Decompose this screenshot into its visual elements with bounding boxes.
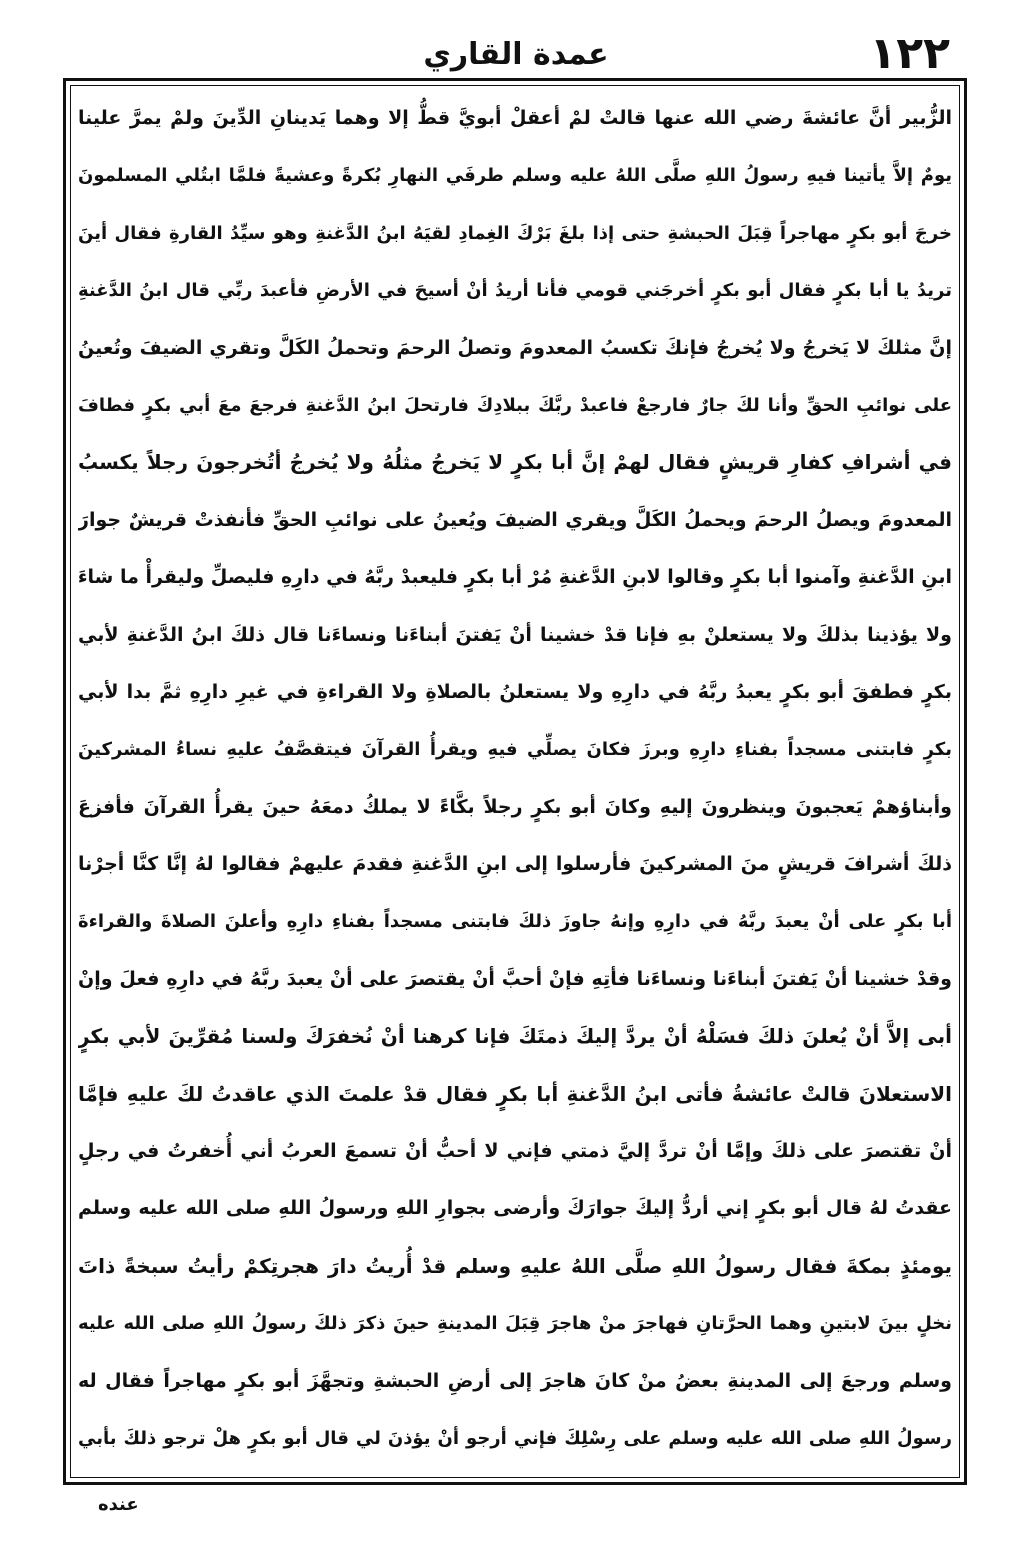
text-line: وسلم ورجعَ إلى المدينةِ بعضُ منْ كانَ هاجرَ إلى أرضِ الحبشةِ وتجهَّزَ أبو بكرٍ مهاجراً فقال له (78, 1369, 952, 1392)
text-line: يومئذٍ بمكةَ فقال رسولُ اللهِ صلَّى اللهُ عليهِ وسلم قدْ أُريتُ دارَ هجرتِكمْ رأيتُ سبخةً ذاتَ (78, 1253, 952, 1278)
text-line: نخلٍ بينَ لابتينِ وهما الحرَّتانِ فهاجرَ منْ هاجرَ قِبَلَ المدينةِ حينَ ذكرَ ذلكَ رسولُ اللهِ صلى الله عليه (78, 1313, 952, 1335)
text-line: أنْ تقتصرَ على ذلكَ وإمَّا أنْ تردَّ إليَّ ذمتي فإني لا أحبُّ أنْ تسمعَ العربُ أني أُخفرتُ في رجلٍ (78, 1140, 952, 1163)
text-line: ولا يؤذينا بذلكَ ولا يستعلنْ بهِ فإنا قدْ خشينا أنْ يَفتنَ أبناءَنا ونساءَنا قال ذلكَ ابنُ الدَّغنةِ لأبي (78, 623, 952, 646)
text-line: بكرٍ فابتنى مسجداً بفناءِ دارِهِ وبرزَ فكانَ يصلِّي فيهِ ويقرأُ القرآنَ فيتقصَّفُ عليهِ نساءُ المشركينَ (78, 739, 952, 761)
text-line: وأبناؤهمْ يَعجبونَ وينظرونَ إليهِ وكانَ أبو بكرٍ رجلاً بكَّاءً لا يملكُ دمعَهُ حينَ يقرأُ القرآنَ فأفزعَ (78, 795, 952, 818)
text-line: ذلكَ أشرافَ قريشٍ منَ المشركينَ فأرسلوا إلى ابنِ الدَّغنةِ فقدمَ عليهمْ فقالوا لهُ إنَّا كنَّا أجرْنا (78, 853, 952, 876)
text-line: ابنِ الدَّغنةِ وآمنوا أبا بكرٍ وقالوا لابنِ الدَّغنةِ مُرْ أبا بكرٍ فليعبدْ ربَّهُ في دارِهِ فليصلِّ وليقرأْ ما شاءَ (78, 566, 952, 589)
page-header (60, 28, 972, 79)
text-line: في أشرافِ كفارِ قريشٍ فقال لهمْ إنَّ أبا بكرٍ لا يَخرجُ مثلُهُ ولا يُخرجُ أتُخرجونَ رجلاً يكسبُ (78, 450, 952, 475)
catchword: عنده (98, 1494, 139, 1515)
text-line: على نوائبِ الحقِّ وأنا لكَ جارٌ فارجعْ فاعبدْ ربَّكَ ببلادِكَ فارتحلَ ابنُ الدَّغنةِ فرجعَ معَ أبي بكرٍ فطافَ (78, 394, 952, 416)
text-line: خرجَ أبو بكرٍ مهاجراً قِبَلَ الحبشةِ حتى إذا بلغَ بَرْكَ الغِمادِ لقيَهُ ابنُ الدَّغنةِ وهو سيِّدُ القارةِ فقال أينَ (78, 222, 952, 244)
page-number: ١٢٢ (869, 28, 950, 79)
text-line: يومٌ إلاَّ يأتينا فيهِ رسولُ اللهِ صلَّى اللهُ عليه وسلم طرفَي النهارِ بُكرةً وعشيةً فلمَّا ابتُلي المسلمونَ (78, 165, 952, 187)
body-text (78, 90, 952, 1470)
text-line: عقدتُ لهُ قال أبو بكرٍ إني أردُّ إليكَ جوارَكَ وأرضى بجوارِ اللهِ ورسولُ اللهِ صلى الله عليه وسلم (78, 1197, 952, 1220)
text-line: رسولُ اللهِ صلى الله عليه وسلم على رِسْلِكَ فإني أرجو أنْ يؤذنَ لي قال أبو بكرٍ هلْ ترجو ذلكَ بأبي (78, 1427, 952, 1449)
text-line: أبى إلاَّ أنْ يُعلنَ ذلكَ فسَلْهُ أنْ يردَّ إليكَ ذمتَكَ فإنا كرهنا أنْ نُخفرَكَ ولسنا مُقرِّينَ لأبي بكرٍ (78, 1024, 952, 1049)
text-line: وقدْ خشينا أنْ يَفتنَ أبناءَنا ونساءَنا فأتِهِ فإنْ أحبَّ أنْ يقتصرَ على أنْ يعبدَ ربَّهُ في دارِهِ فعلَ وإنْ (78, 967, 952, 990)
running-title: عمدة القاري (423, 37, 609, 72)
text-line: بكرٍ فطفقَ أبو بكرٍ يعبدُ ربَّهُ في دارِهِ ولا يستعلنُ بالصلاةِ ولا القراءةِ في غيرِ دارِهِ ثمَّ بدا لأبي (78, 680, 952, 703)
text-line: المعدومَ ويصلُ الرحمَ ويحملُ الكَلَّ ويقري الضيفَ ويُعينُ على نوائبِ الحقِّ فأنفذتْ قريشٌ جوارَ (78, 508, 952, 531)
text-line: إنَّ مثلكَ لا يَخرجُ ولا يُخرجُ فإنكَ تكسبُ المعدومَ وتصلُ الرحمَ وتحملُ الكَلَّ وتقري الضيفَ وتُعينُ (78, 336, 952, 359)
text-line: الزُّبير أنَّ عائشةَ رضي الله عنها قالتْ لمْ أعقلْ أبويَّ قطُّ إلا وهما يَدينانِ الدِّينَ ولمْ يمرَّ علينا (78, 107, 952, 129)
text-line: الاستعلانَ قالتْ عائشةُ فأتى ابنُ الدَّغنةِ أبا بكرٍ فقال قدْ علمتَ الذي عاقدتُ لكَ عليهِ فإمَّا (78, 1081, 952, 1106)
text-line: تريدُ يا أبا بكرٍ فقال أبو بكرٍ أخرجَني قومي فأنا أريدُ أنْ أسيحَ في الأرضِ فأعبدَ ربِّي قال ابنُ الدَّغنةِ (78, 280, 952, 302)
text-line (78, 1467, 952, 1470)
text-line: أبا بكرٍ على أنْ يعبدَ ربَّهُ في دارِهِ وإنهُ جاوزَ ذلكَ فابتنى مسجداً بفناءِ دارِهِ وأعلنَ الصلاةَ والقراءةَ (78, 911, 952, 933)
